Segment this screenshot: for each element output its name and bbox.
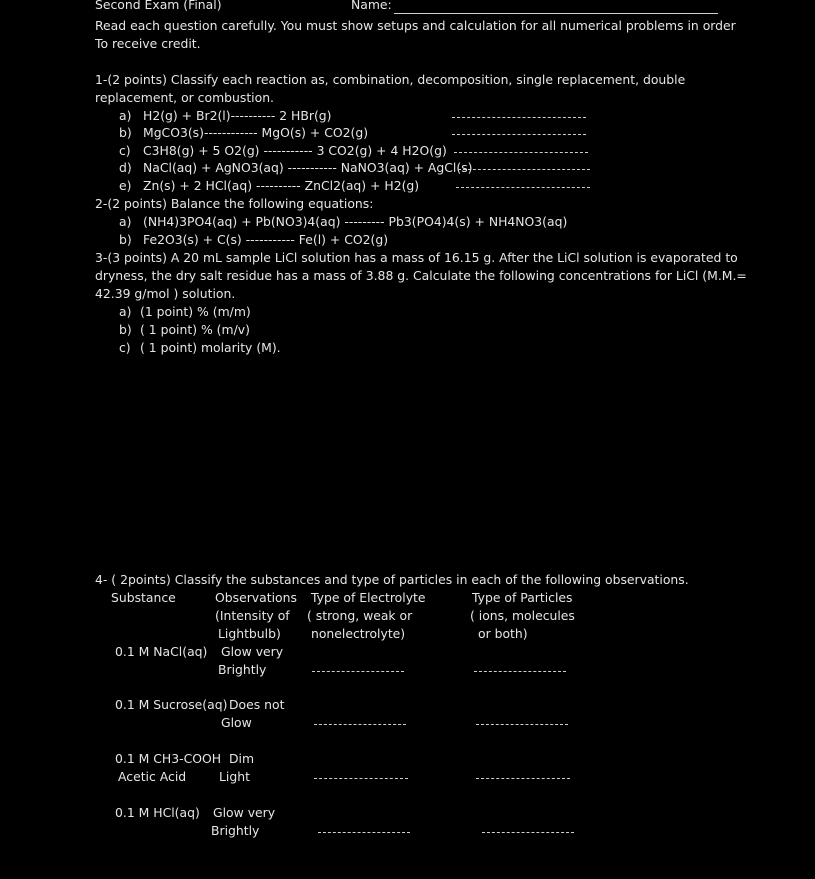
q4-header-observations: Lightbulb) (218, 626, 281, 641)
q1-item-label: c) (119, 143, 131, 158)
q4-row-observation: Glow very (213, 805, 276, 820)
q4-row-observation: Does not (229, 697, 285, 712)
q1-item-reaction: MgCO3(s)------------ MgO(s) + CO2(g) (143, 125, 369, 140)
q4-header-observations: (Intensity of (215, 608, 290, 623)
q4-row-substance: Acetic Acid (118, 769, 187, 784)
q4-row-observation: Brightly (218, 662, 267, 677)
instructions-line-1: Read each question carefully. You must show setups and calculation for all numerical problems in order (95, 18, 736, 33)
q2-item-reaction: (NH4)3PO4(aq) + Pb(NO3)4(aq) --------- Pb3(PO4)4(s) + NH4NO3(aq) (143, 214, 568, 229)
q1-answer-line[interactable] (452, 134, 586, 135)
q4-electrolyte-answer-line[interactable] (312, 671, 404, 672)
q2-item-reaction: Fe2O3(s) + C(s) ----------- Fe(l) + CO2(g) (143, 232, 389, 247)
q2-item-label: b) (119, 232, 132, 247)
q4-row-substance: 0.1 M NaCl(aq) (115, 644, 208, 659)
q1-prompt-line-1: 1-(2 points) Classify each reaction as, combination, decomposition, single replacement, double (95, 72, 686, 87)
q1-answer-line[interactable] (452, 117, 586, 118)
q3-item-text: (1 point) % (m/m) (140, 304, 251, 319)
q4-header-particles: Type of Particles (472, 590, 573, 605)
q4-header-observations: Observations (215, 590, 297, 605)
q1-answer-line[interactable] (454, 152, 588, 153)
q3-item-text: ( 1 point) % (m/v) (140, 322, 250, 337)
q4-header-electrolyte: nonelectrolyte) (311, 626, 406, 641)
q1-item-label: d) (119, 160, 132, 175)
q3-item-label: c) (119, 340, 131, 355)
q4-row-substance: 0.1 M HCl(aq) (115, 805, 200, 820)
q1-prompt-line-2: replacement, or combustion. (95, 90, 274, 105)
q1-item-label: a) (119, 108, 132, 123)
q4-row-observation: Glow very (221, 644, 284, 659)
q3-prompt-line-2: dryness, the dry salt residue has a mass of 3.88 g. Calculate the following concentrations for LiCl (M.M.= (95, 268, 747, 283)
q1-answer-line[interactable] (456, 187, 590, 188)
q4-header-particles: or both) (478, 626, 528, 641)
exam-title: Second Exam (Final) (95, 0, 222, 12)
q1-item-reaction: Zn(s) + 2 HCl(aq) ---------- ZnCl2(aq) + H2(g) (143, 178, 420, 193)
q4-row-substance: 0.1 M CH3-COOH (115, 751, 222, 766)
q4-row-substance: 0.1 M Sucrose(aq) (115, 697, 228, 712)
instructions-line-2: To receive credit. (95, 36, 201, 51)
q4-electrolyte-answer-line[interactable] (314, 778, 408, 779)
name-blank-line[interactable] (394, 13, 718, 14)
q1-item-reaction: H2(g) + Br2(l)---------- 2 HBr(g) (143, 108, 332, 123)
q4-particles-answer-line[interactable] (474, 671, 566, 672)
q2-item-label: a) (119, 214, 132, 229)
q1-item-label: b) (119, 125, 132, 140)
q4-row-observation: Light (219, 769, 250, 784)
q4-header-electrolyte: Type of Electrolyte (311, 590, 426, 605)
q4-header-particles: ( ions, molecules (470, 608, 575, 623)
q1-answer-line[interactable] (458, 169, 590, 170)
q3-item-label: a) (119, 304, 132, 319)
q4-row-observation: Brightly (211, 823, 260, 838)
q3-item-label: b) (119, 322, 132, 337)
q1-item-reaction: NaCl(aq) + AgNO3(aq) ----------- NaNO3(aq) + AgCl(s) (143, 160, 473, 175)
q4-row-observation: Glow (221, 715, 252, 730)
q4-particles-answer-line[interactable] (476, 778, 570, 779)
q4-header-electrolyte: ( strong, weak or (307, 608, 413, 623)
q3-prompt-line-3: 42.39 g/mol ) solution. (95, 286, 236, 301)
q4-particles-answer-line[interactable] (476, 724, 568, 725)
q1-item-reaction: C3H8(g) + 5 O2(g) ----------- 3 CO2(g) + 4 H2O(g) (143, 143, 447, 158)
q4-row-observation: Dim (229, 751, 255, 766)
q2-prompt: 2-(2 points) Balance the following equations: (95, 196, 374, 211)
q4-header-substance: Substance (111, 590, 176, 605)
q1-item-label: e) (119, 178, 132, 193)
q3-prompt-line-1: 3-(3 points) A 20 mL sample LiCl solution has a mass of 16.15 g. After the LiCl solution is evaporated to (95, 250, 738, 265)
q4-electrolyte-answer-line[interactable] (318, 832, 410, 833)
q4-electrolyte-answer-line[interactable] (314, 724, 406, 725)
q3-item-text: ( 1 point) molarity (M). (140, 340, 281, 355)
q4-prompt: 4- ( 2points) Classify the substances and type of particles in each of the following observations. (95, 572, 689, 587)
name-label: Name: (351, 0, 392, 12)
q4-particles-answer-line[interactable] (482, 832, 574, 833)
